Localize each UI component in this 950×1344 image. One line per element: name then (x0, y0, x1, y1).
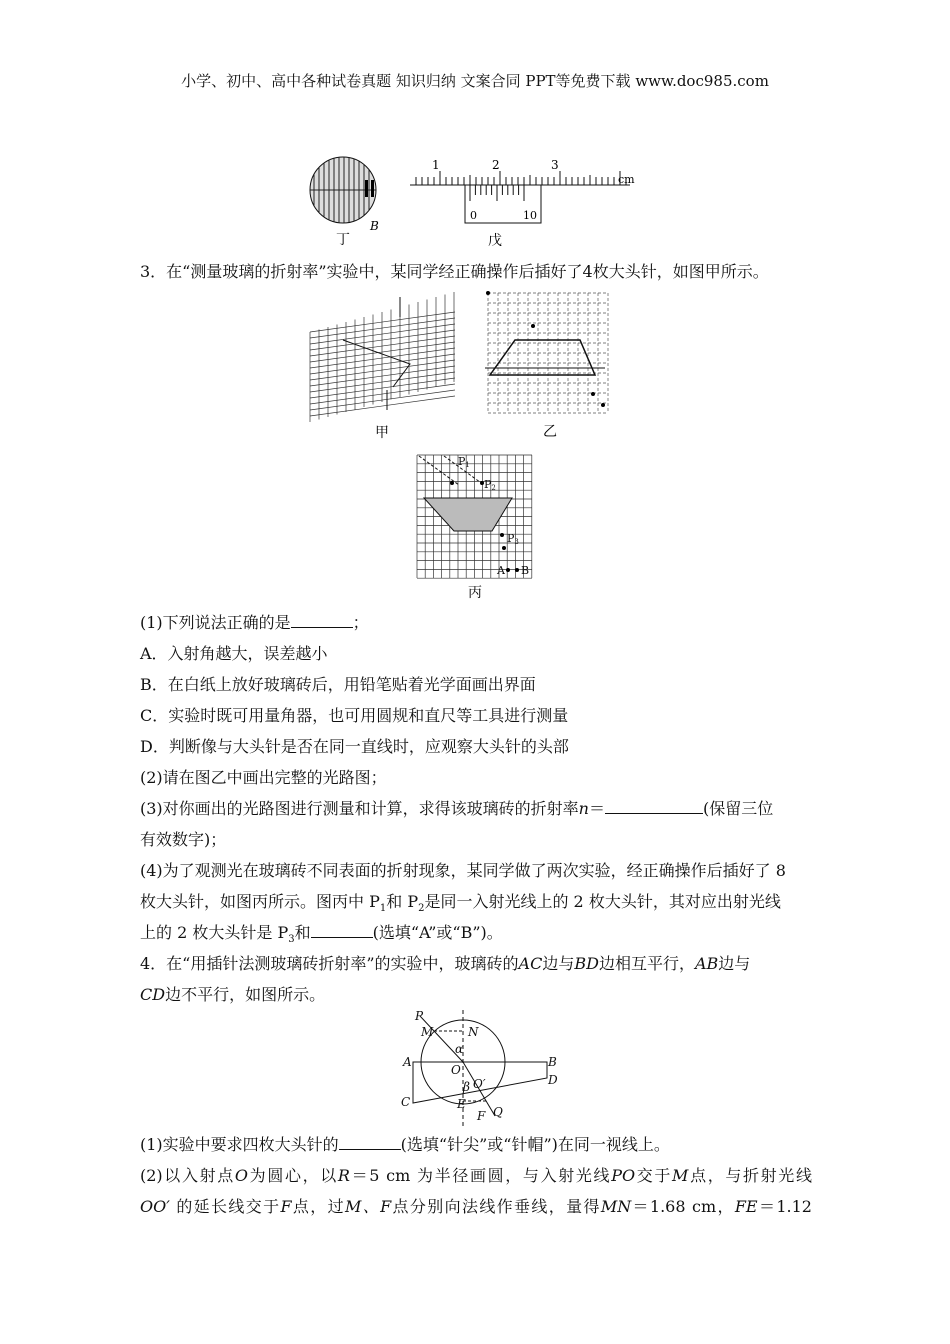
vernier-label-0: 0 (470, 209, 477, 222)
q3-part2: (2)请在图乙中画出完整的光路图； (140, 768, 387, 787)
q3-part3: (3)对你画出的光路图进行测量和计算，求得该玻璃砖的折射率n＝ (保留三位 (140, 799, 774, 818)
caption-ding: 丁 (336, 232, 350, 245)
q3-option-c: C．实验时既可用量角器，也可用圆规和直尺等工具进行测量 (140, 706, 569, 725)
caption-bing: 丙 (468, 585, 482, 601)
svg-text:P3: P3 (507, 532, 519, 546)
figure-yi-grid (485, 290, 625, 440)
figure-ding-eyepiece (308, 155, 388, 245)
q3-option-a: A．入射角越大，误差越小 (140, 644, 328, 663)
svg-text:B: B (548, 1055, 557, 1069)
svg-text:F: F (477, 1109, 486, 1123)
label-b: B (370, 219, 379, 233)
svg-text:O: O (451, 1063, 461, 1077)
ruler-label-3: 3 (551, 158, 559, 172)
page-header: 小学、初中、高中各种试卷真题 知识归纳 文案合同 PPT等免费下载 www.doc985.com (181, 72, 769, 90)
figure-wu-vernier (408, 155, 648, 250)
svg-text:B: B (521, 564, 530, 577)
svg-text:P1: P1 (458, 455, 470, 469)
svg-text:E: E (457, 1097, 466, 1111)
q4-stem: 4．在“用插针法测玻璃砖折射率”的实验中，玻璃砖的AC边与BD边相互平行，AB边与 (140, 954, 751, 973)
svg-text:O′: O′ (473, 1077, 486, 1091)
q3-part1: (1)下列说法正确的是 ； (140, 613, 369, 632)
q3-part3-cont: 有效数字)； (140, 830, 227, 849)
caption-wu: 戊 (488, 233, 502, 249)
q3-option-b: B．在白纸上放好玻璃砖后，用铅笔贴着光学面画出界面 (140, 675, 536, 694)
svg-text:D: D (548, 1073, 558, 1087)
figure-bing-grid (414, 453, 539, 603)
svg-text:Q: Q (493, 1105, 503, 1119)
svg-text:A: A (497, 564, 505, 577)
ruler-label-2: 2 (492, 158, 500, 172)
q4-part1: (1)实验中要求四枚大头针的 (选填“针尖”或“针帽”)在同一视线上。 (140, 1135, 670, 1154)
svg-text:A: A (403, 1055, 412, 1069)
q3-option-d: D．判断像与大头针是否在同一直线时，应观察大头针的头部 (140, 737, 569, 756)
svg-text:C: C (401, 1095, 411, 1109)
q3-part4-line3: 上的 2 枚大头针是 $P_3$和 (选填“A”或“B”)。 (140, 923, 503, 946)
caption-yi: 乙 (543, 424, 557, 440)
caption-jia: 甲 (375, 425, 389, 441)
q3-stem: 3．在“测量玻璃的折射率”实验中，某同学经正确操作后插好了4枚大头针，如图甲所示。 (140, 262, 769, 281)
q4-part2-line2: OO′ 的延长线交于F点，过M、F点分别向法线作垂线，量得MN＝1.68 cm，FE＝1.12 (140, 1197, 812, 1216)
svg-text:P: P (415, 1009, 424, 1023)
svg-text:N: N (468, 1025, 479, 1039)
q4-stem-line2: CD边不平行，如图所示。 (140, 985, 326, 1004)
svg-text:α: α (455, 1042, 464, 1056)
q4-part2: (2)以入射点O为圆心，以R＝5 cm 为半径画圆，与入射光线PO交于M点，与折射光线 (140, 1166, 812, 1185)
ruler-label-1: 1 (432, 158, 440, 172)
q3-part4-line2: 枚大头针，如图丙所示。图丙中 $P_1$和 $P_2$是同一入射光线上的 2 枚大头针，其对应出射光线 (140, 892, 781, 915)
figure-q4-refraction (385, 1008, 560, 1126)
q3-part4: (4)为了观测光在玻璃砖不同表面的折射现象，某同学做了两次实验，经正确操作后插好了 8 (140, 861, 786, 880)
ruler-unit: cm (618, 173, 635, 186)
figure-jia-perspective-grid (305, 292, 465, 442)
svg-text:M: M (421, 1025, 434, 1039)
svg-text:P2: P2 (484, 478, 496, 492)
vernier-label-10: 10 (523, 209, 537, 222)
svg-text:β: β (463, 1080, 470, 1094)
